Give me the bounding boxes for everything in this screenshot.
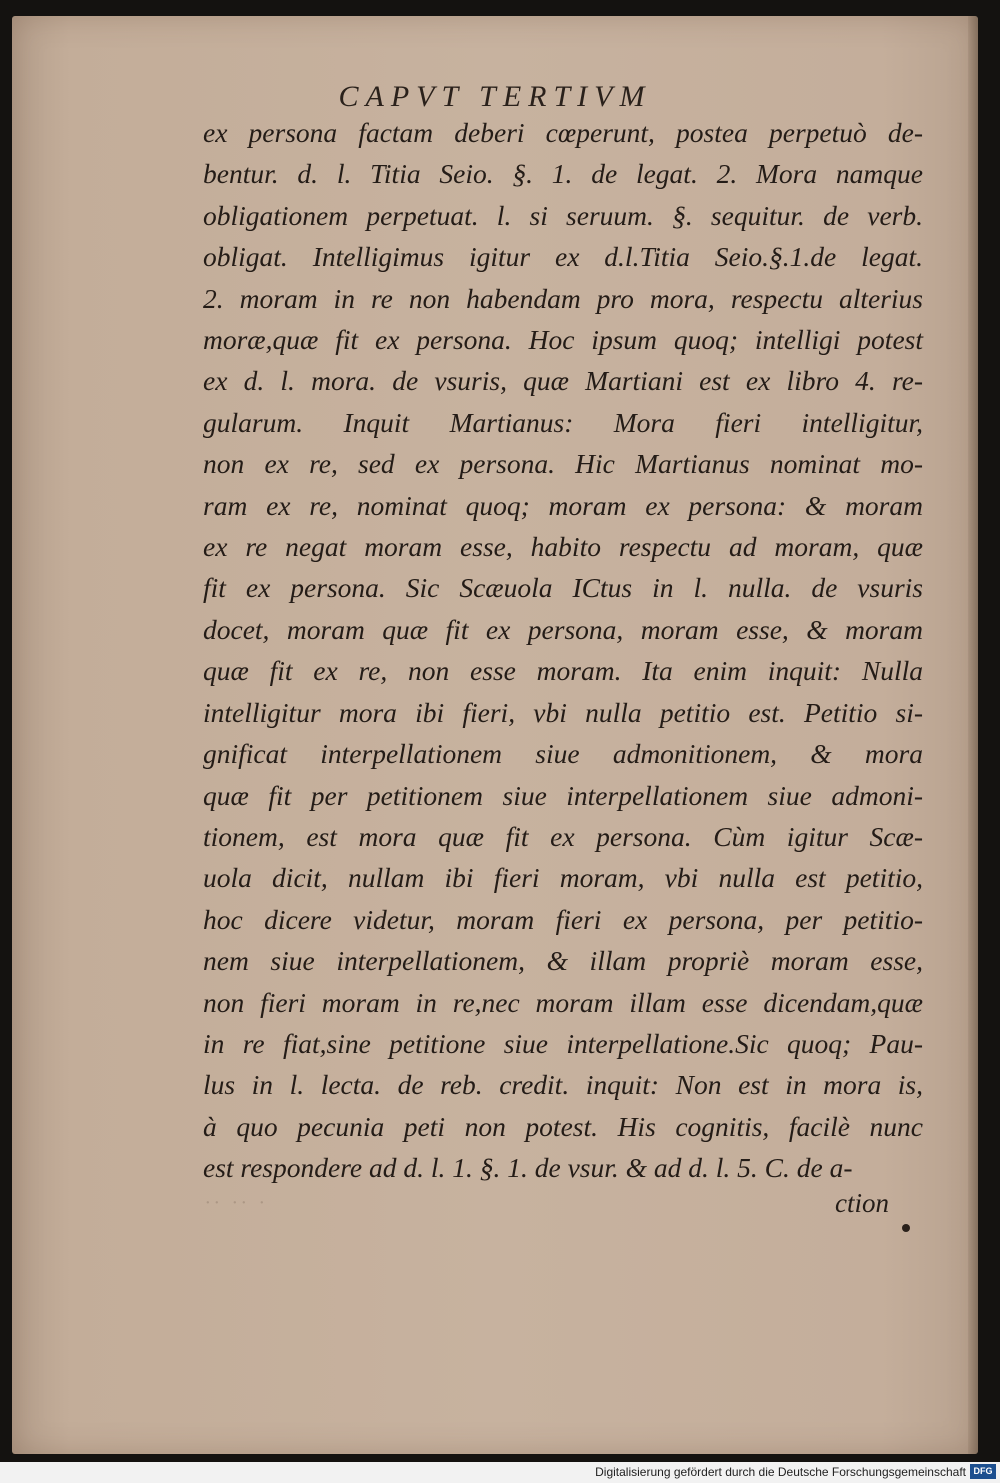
text-line: quæ fit per petitionem siue interpellationem siue admoni- (203, 779, 923, 811)
text-line: in re fiat,sine petitione siue interpellatione.Sic quoq; Pau- (203, 1027, 923, 1059)
running-head: CAPVT TERTIVM (338, 80, 652, 113)
text-line: intelligitur mora ibi fieri, vbi nulla petitio est. Petitio si- (203, 696, 923, 728)
text-line: non ex re, sed ex persona. Hic Martianus nominat mo- (203, 448, 923, 480)
text-line: nem siue interpellationem, & illam propriè moram esse, (203, 945, 923, 977)
text-line: fit ex persona. Sic Scæuola ICtus in l. nulla. de vsuris (203, 572, 923, 604)
text-line: tionem, est mora quæ fit ex persona. Cùm igitur Scæ- (203, 820, 923, 852)
funding-credit: Digitalisierung gefördert durch die Deutsche Forschungsgemeinschaft (595, 1465, 966, 1479)
text-line: est respondere ad d. l. 1. §. 1. de vsur. & ad d. l. 5. C. de a- (203, 1152, 853, 1184)
ink-spot (902, 1224, 910, 1232)
text-line: lus in l. lecta. de reb. credit. inquit: Non est in mora is, (203, 1069, 923, 1101)
text-line: hoc dicere videtur, moram fieri ex persona, per petitio- (203, 903, 923, 935)
text-line: 2. moram in re non habendam pro mora, respectu alterius (203, 282, 923, 314)
text-line: bentur. d. l. Titia Seio. §. 1. de legat. 2. Mora namque (203, 158, 923, 190)
text-line: uola dicit, nullam ibi fieri moram, vbi nulla est petitio, (203, 862, 923, 894)
text-line: docet, moram quæ fit ex persona, moram esse, & moram (203, 613, 923, 645)
text-line: obligationem perpetuat. l. si seruum. §. sequitur. de verb. (203, 199, 923, 231)
text-line: non fieri moram in re,nec moram illam esse dicendam,quæ (203, 986, 923, 1018)
text-line: à quo pecunia peti non potest. His cognitis, facilè nunc (203, 1110, 923, 1142)
text-line: moræ,quæ fit ex persona. Hoc ipsum quoq; intelligi potest (203, 324, 923, 356)
text-line: ex d. l. mora. de vsuris, quæ Martiani est ex libro 4. re- (203, 365, 923, 397)
page-edge-shadow (968, 16, 978, 1454)
text-line: ram ex re, nominat quoq; moram ex persona: & moram (203, 489, 923, 521)
text-line: gularum. Inquit Martianus: Mora fieri intelligitur, (203, 406, 923, 438)
text-line: ex persona factam deberi cœperunt, postea perpetuò de- (203, 117, 923, 148)
catchword: ction (835, 1188, 889, 1218)
body-text (203, 112, 923, 1189)
bleed-through-marks: ·· ·· · (205, 1192, 268, 1214)
text-line: obligat. Intelligimus igitur ex d.l.Titia Seio.§.1.de legat. (203, 241, 923, 273)
dfg-logo: DFG (970, 1464, 996, 1479)
text-line: ex re negat moram esse, habito respectu ad moram, quæ (203, 531, 923, 563)
text-line: gnificat interpellationem siue admonitionem, & mora (203, 738, 923, 770)
text-line: quæ fit ex re, non esse moram. Ita enim inquit: Nulla (203, 655, 923, 687)
